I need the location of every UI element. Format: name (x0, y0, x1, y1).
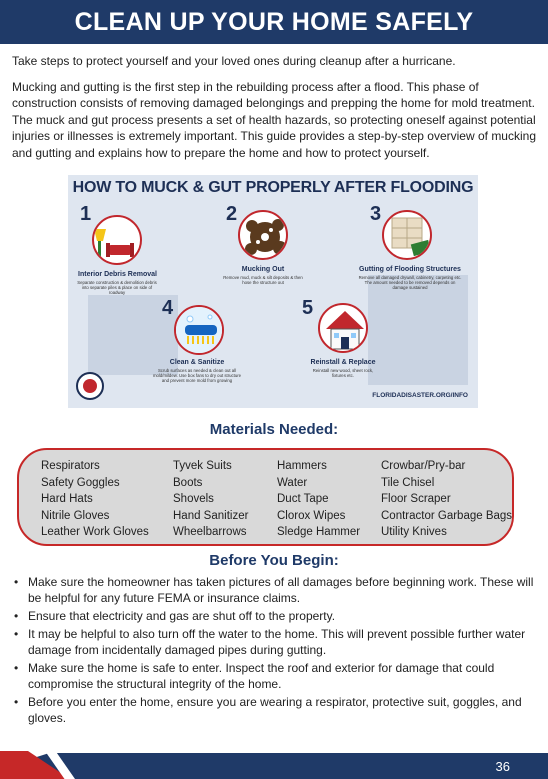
list-item: • Make sure the homeowner has taken pictures of all damages before beginning work. These will be helpful for any future FEMA or insurance claims. (12, 574, 540, 606)
material-item: Sledge Hammer (277, 526, 361, 539)
intro-paragraph-2: Mucking and gutting is the first step in the rebuilding process after a flood. This phase of construction consists of removing damaged belongings and prepping the home for mold treatment. The muck and gut process presents a set of health hazards, so protecting oneself against potential injuries or illnesses is extremely important. This guide provides a step-by-step overview of mucking and gutting and explains how to prepare the home and how to protect yourself. (12, 79, 536, 160)
materials-column (173, 458, 248, 541)
before-you-begin-list (12, 574, 540, 728)
step-number: 5 (302, 297, 314, 319)
materials-column (41, 458, 149, 541)
material-item: Crowbar/Pry-bar (381, 460, 466, 472)
list-item: • Before you enter the home, ensure you are wearing a respirator, protective suit, goggles, and gloves. (12, 694, 540, 726)
step-title: Gutting of Flooding Structures (359, 266, 461, 273)
scrub-brush-icon (174, 305, 224, 355)
website-url: FLORIDADISASTER.ORG/INFO (372, 392, 468, 399)
step-description: Reinstall new wood, sheet rock, fixtures etc. (312, 368, 374, 379)
intro-text (12, 53, 538, 161)
material-item: Clorox Wipes (277, 509, 346, 522)
fdem-seal-logo (76, 372, 104, 400)
material-item: Contractor Garbage Bags (381, 509, 513, 522)
step-description: Scrub surfaces as needed & clean out all mold/mildew. Use box fans to dry out structure and prevent more mold from growing (152, 368, 242, 384)
step-title: Clean & Sanitize (169, 359, 225, 366)
materials-column (381, 458, 512, 541)
list-item: • It may be helpful to also turn off the water to the home. This will prevent possible further water damage from incidentally damaged pipes during gutting. (12, 626, 540, 658)
material-item: Hammers (277, 460, 327, 472)
materials-panel (17, 448, 514, 546)
mud-icon (238, 210, 288, 260)
infographic-title: HOW TO MUCK & GUT PROPERLY AFTER FLOODING (72, 179, 474, 196)
material-item: Wheelbarrows (173, 526, 247, 539)
page-footer (0, 751, 548, 779)
page-number: 36 (495, 759, 510, 774)
list-item: • Ensure that electricity and gas are shut off to the property. (12, 608, 540, 624)
step-description: Remove all damaged drywall, cabinetry, carpeting etc. The amount needed to be removed depends on damage sustained (358, 275, 462, 291)
materials-column (277, 458, 360, 541)
material-item: Hand Sanitizer (173, 509, 249, 522)
material-item: Safety Goggles (41, 476, 120, 489)
material-item: Respirators (41, 460, 100, 472)
material-item: Tile Chisel (381, 476, 435, 489)
material-item: Shovels (173, 493, 214, 506)
material-item: Duct Tape (277, 493, 329, 506)
step-number: 2 (226, 203, 238, 225)
before-you-begin-heading: Before You Begin: (209, 552, 339, 569)
material-item: Tyvek Suits (173, 460, 232, 472)
material-item: Utility Knives (381, 526, 447, 539)
step-number: 3 (370, 203, 382, 225)
muck-gut-infographic (68, 175, 478, 408)
material-item: Leather Work Gloves (41, 526, 149, 539)
background-house (368, 275, 468, 385)
material-item: Water (277, 476, 308, 489)
material-item: Boots (173, 476, 203, 489)
step-title: Mucking Out (241, 266, 285, 273)
material-item: Nitrile Gloves (41, 509, 110, 522)
page-title: CLEAN UP YOUR HOME SAFELY (74, 8, 474, 36)
furniture-icon (92, 215, 142, 265)
list-item: • Make sure the home is safe to enter. Inspect the roof and exterior for damage that could compromise the structural integrity of the home. (12, 660, 540, 692)
material-item: Hard Hats (41, 493, 93, 506)
step-number: 1 (80, 203, 92, 225)
drywall-icon (382, 210, 432, 260)
step-description: Remove mud, muck & silt deposits & then hose the structure out (223, 275, 303, 286)
material-item: Floor Scraper (381, 493, 451, 506)
house-icon (318, 303, 368, 353)
page-banner (0, 0, 548, 44)
step-number: 4 (162, 297, 174, 319)
footer-navy-band (0, 753, 548, 779)
intro-paragraph-1: Take steps to protect yourself and your loved ones during cleanup after a hurricane. (12, 54, 456, 68)
step-title: Interior Debris Removal (78, 271, 157, 278)
step-title: Reinstall & Replace (310, 359, 376, 366)
step-description: Separate construction & demolition debris into separate piles & place on side of roadway (77, 280, 157, 296)
materials-heading: Materials Needed: (209, 421, 339, 438)
